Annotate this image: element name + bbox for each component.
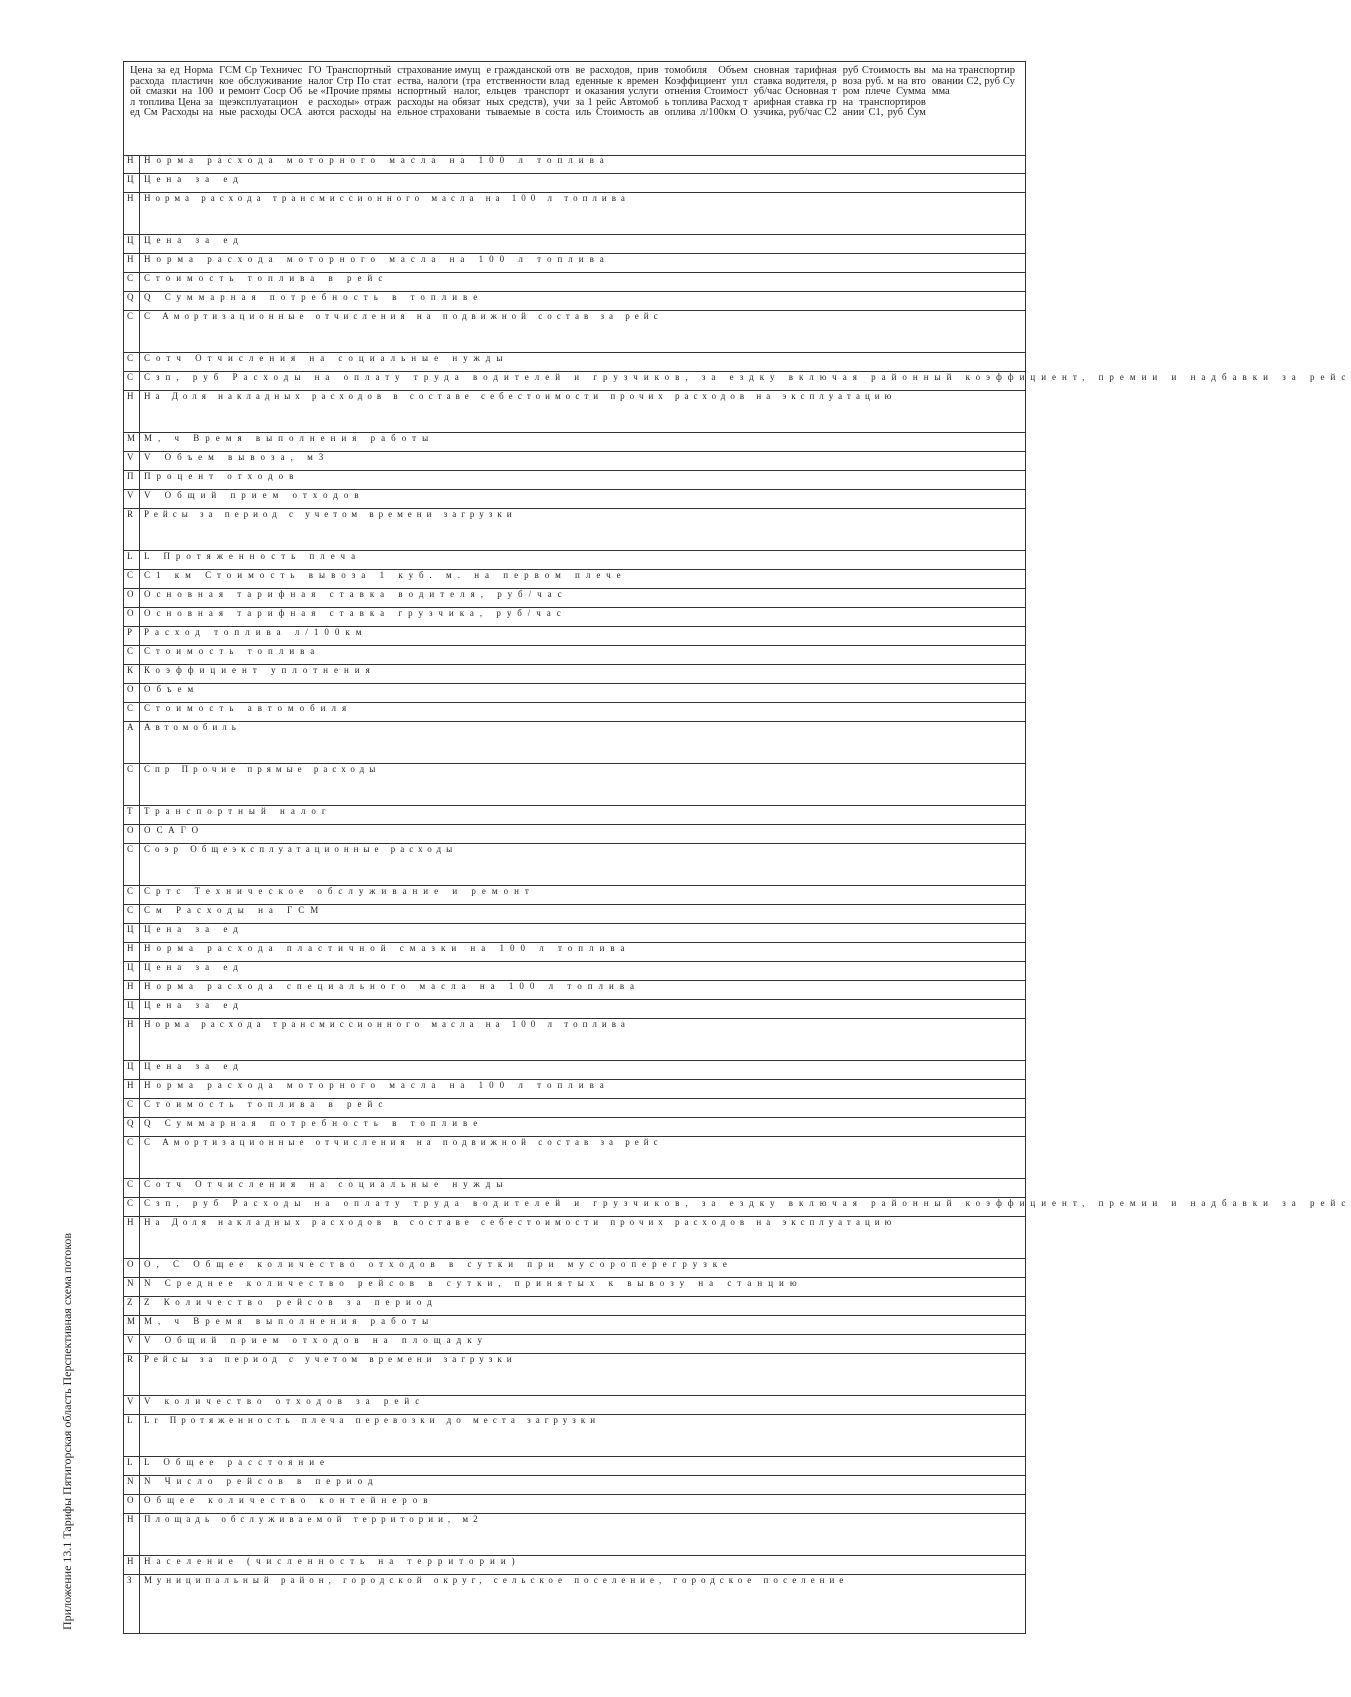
row-label: Цена за ед — [144, 174, 244, 184]
row-label: V Общий прием отходов на площадку — [144, 1335, 488, 1345]
table-row — [124, 943, 1025, 962]
row-code: М — [127, 433, 136, 443]
row-label: Процент отходов — [144, 471, 300, 481]
table-row — [124, 254, 1025, 273]
table-row — [124, 924, 1025, 943]
row-code: О — [127, 825, 134, 835]
table-row — [124, 1297, 1025, 1316]
row-code: С — [127, 905, 134, 915]
table-row — [124, 1019, 1025, 1061]
row-code: С — [127, 1198, 134, 1208]
table-row — [124, 627, 1025, 646]
row-label: Цена за ед — [144, 924, 244, 934]
table-row — [124, 684, 1025, 703]
table-body — [124, 155, 1351, 1633]
row-label: V Общий прием отходов — [144, 490, 365, 500]
row-code: Z — [127, 1297, 133, 1307]
row-label: Стоимость топлива в рейс — [144, 273, 389, 283]
table-row — [124, 764, 1025, 806]
row-label: Q Суммарная потребность в топливе — [144, 1118, 484, 1128]
row-code: R — [127, 509, 134, 519]
row-code: С — [127, 886, 134, 896]
table-row — [124, 1000, 1025, 1019]
row-label: V Объем вывоза, м3 — [144, 452, 330, 462]
table-row — [124, 844, 1025, 886]
table-row — [124, 905, 1025, 924]
table-row — [124, 372, 1351, 391]
row-code: Т — [127, 806, 133, 816]
row-code: О — [127, 608, 134, 618]
row-code: С — [127, 570, 134, 580]
table-row — [124, 1415, 1025, 1457]
row-label: Норма расхода трансмиссионного масла на 100 л топлива — [144, 1019, 630, 1029]
row-code: Н — [127, 943, 134, 953]
table-row — [124, 1217, 1025, 1259]
table-row — [124, 1080, 1025, 1099]
row-code: Н — [127, 1019, 134, 1029]
table-row — [124, 1335, 1025, 1354]
table-row — [124, 1259, 1025, 1278]
row-code: Н — [127, 254, 134, 264]
row-label: Муниципальный район, городской округ, сельское поселение, городское поселение — [144, 1575, 849, 1585]
row-label: Стоимость топлива — [144, 646, 321, 656]
row-code: V — [127, 452, 134, 462]
row-label: Цена за ед — [144, 1000, 244, 1010]
table-row — [124, 825, 1025, 844]
row-label: N Число рейсов в период — [144, 1476, 379, 1486]
row-code: N — [127, 1278, 134, 1288]
row-label: Норма расхода моторного масла на 100 л топлива — [144, 155, 610, 165]
row-code: Ц — [127, 1061, 134, 1071]
row-label: Сотч Отчисления на социальные нужды — [144, 353, 509, 363]
row-code: L — [127, 1457, 133, 1467]
row-label: С Амортизационные отчисления на подвижной состав за рейс — [144, 311, 663, 321]
row-code: С — [127, 764, 134, 774]
row-label: Основная тарифная ставка водителя, руб/час — [144, 589, 568, 599]
table-row — [124, 471, 1025, 490]
row-label: Цена за ед — [144, 962, 244, 972]
row-label: О, С Общее количество отходов в сутки при мусороперегрузке — [144, 1259, 733, 1269]
table-row — [124, 551, 1025, 570]
row-code: Н — [127, 1556, 134, 1566]
row-code: К — [127, 665, 134, 675]
row-label: Стоимость автомобиля — [144, 703, 353, 713]
row-code: Q — [127, 1118, 134, 1128]
row-code: L — [127, 1415, 133, 1425]
row-label: Рейсы за период с учетом времени загрузки — [144, 509, 517, 519]
table-row — [124, 646, 1025, 665]
table-row — [124, 1457, 1025, 1476]
row-code: С — [127, 1137, 134, 1147]
row-label: Норма расхода моторного масла на 100 л топлива — [144, 254, 610, 264]
row-code: Ц — [127, 962, 134, 972]
row-label: Спр Прочие прямые расходы — [144, 764, 381, 774]
row-code: V — [127, 490, 134, 500]
table-row — [124, 962, 1025, 981]
table-row — [124, 353, 1025, 372]
row-code: Q — [127, 292, 134, 302]
table-row — [124, 490, 1025, 509]
table-row — [124, 1575, 1025, 1633]
row-code: М — [127, 1316, 136, 1326]
tariff-table — [123, 61, 1351, 1634]
row-label: Сзп, руб Расходы на оплату труда водителей и грузчиков, за ездку включая районный коэффициент, премии и надбавки за рейс — [144, 1198, 1351, 1208]
row-label: Q Суммарная потребность в топливе — [144, 292, 484, 302]
row-code: С — [127, 703, 134, 713]
row-code: С — [127, 1099, 134, 1109]
row-code: V — [127, 1335, 134, 1345]
table-row — [124, 155, 1025, 174]
row-label: Расход топлива л/100км — [144, 627, 368, 637]
row-label: Рейсы за период с учетом времени загрузки — [144, 1354, 517, 1364]
row-code: Ц — [127, 174, 134, 184]
header-text: Цена за ед Норма расхода пластичной смазки на 100 л топлива Цена за ед См Расходы на ГСМ Ср Техническое обслуживание и ремонт Соср Общеэксплуатационные расходы ОСАГО Транспортный налог Стр По статье «Прочие прямые расходы» отражаются расходы на страхование имущества, налоги (транспортный налог, расходы на обязательное страхование гражданской ответственности владельцев транспортных средств), учитываемые в составе расходов, приведенные к времени оказания услуги за 1 рейс Автомобиль Стоимость автомобиля Объем Коэффициент уплотнения Стоимость топлива Расход топлива л/100км Основная тарифная ставка водителя, руб/час Основная тарифная ставка грузчика, руб/час С2руб Стоимость вывоза руб. м на втором плече Сумма на транспортировании С1, руб Сумма на транспортировании С2, руб Сумма — [130, 65, 1015, 118]
row-code: О — [127, 589, 134, 599]
table-row — [124, 1278, 1025, 1297]
page-caption: Приложение 13.1 Тарифы Пятигорская область Перспективная схема потоков — [60, 1232, 74, 1630]
table-row — [124, 273, 1025, 292]
row-label: Основная тарифная ставка грузчика, руб/час — [144, 608, 567, 618]
row-code: С — [127, 844, 134, 854]
table-row — [124, 509, 1025, 551]
row-label: Население (численность на территории) — [144, 1556, 521, 1566]
table-row — [124, 1396, 1025, 1415]
table-row — [124, 391, 1025, 433]
row-code: С — [127, 1179, 134, 1189]
row-code: Н — [127, 1514, 134, 1524]
row-code: О — [127, 684, 134, 694]
row-code: С — [127, 646, 134, 656]
row-label: Соэр Общеэксплуатационные расходы — [144, 844, 458, 854]
row-label: Норма расхода трансмиссионного масла на 100 л топлива — [144, 193, 630, 203]
row-code: С — [127, 273, 134, 283]
row-code: С — [127, 353, 134, 363]
table-row — [124, 665, 1025, 684]
row-label: Цена за ед — [144, 1061, 244, 1071]
table-row — [124, 722, 1025, 764]
row-label: М, ч Время выполнения работы — [144, 1316, 435, 1326]
row-code: V — [127, 1396, 134, 1406]
row-label: Сотч Отчисления на социальные нужды — [144, 1179, 509, 1189]
table-row — [124, 1137, 1025, 1179]
row-code: С — [127, 372, 134, 382]
table-row — [124, 1061, 1025, 1080]
table-row — [124, 1099, 1025, 1118]
row-label: См Расходы на ГСМ — [144, 905, 325, 915]
table-row — [124, 886, 1025, 905]
table-row — [124, 235, 1025, 254]
row-label: ОСАГО — [144, 825, 205, 835]
row-label: Норма расхода пластичной смазки на 100 л топлива — [144, 943, 631, 953]
row-label: На Доля накладных расходов в составе себестоимости прочих расходов на эксплуатацию — [144, 1217, 897, 1227]
table-row — [124, 1495, 1025, 1514]
row-label: L Протяженность плеча — [144, 551, 362, 561]
row-label: Коэффициент уплотнения — [144, 665, 376, 675]
row-code: Н — [127, 155, 134, 165]
row-label: N Среднее количество рейсов в сутки, принятых к вывозу на станцию — [144, 1278, 803, 1288]
row-label: Сзп, руб Расходы на оплату труда водителей и грузчиков, за ездку включая районный коэффициент, премии и надбавки за рейс — [144, 372, 1351, 382]
row-label: Площадь обслуживаемой территории, м2 — [144, 1514, 483, 1524]
row-code: Н — [127, 193, 134, 203]
row-code: Н — [127, 1217, 134, 1227]
table-row — [124, 608, 1025, 627]
table-row — [124, 1476, 1025, 1495]
row-label: Стоимость топлива в рейс — [144, 1099, 389, 1109]
table-row — [124, 292, 1025, 311]
row-code: З — [127, 1575, 132, 1585]
row-label: С1 км Стоимость вывоза 1 куб. м. на первом плече — [144, 570, 627, 580]
table-row — [124, 1556, 1025, 1575]
table-header — [124, 62, 1025, 156]
table-row — [124, 570, 1025, 589]
row-label: Транспортный налог — [144, 806, 332, 816]
table-row — [124, 1179, 1025, 1198]
row-code: R — [127, 1354, 134, 1364]
table-row — [124, 806, 1025, 825]
table-row — [124, 1514, 1025, 1556]
row-code: Ц — [127, 924, 134, 934]
table-row — [124, 433, 1025, 452]
row-label: М, ч Время выполнения работы — [144, 433, 435, 443]
row-code: О — [127, 1495, 134, 1505]
row-code: Ц — [127, 1000, 134, 1010]
table-row — [124, 174, 1025, 193]
row-label: Lr Протяженность плеча перевозки до места загрузки — [144, 1415, 601, 1425]
row-code: L — [127, 551, 133, 561]
row-label: Норма расхода моторного масла на 100 л топлива — [144, 1080, 610, 1090]
row-label: Сртс Техническое обслуживание и ремонт — [144, 886, 535, 896]
row-label: V количество отходов за рейс — [144, 1396, 426, 1406]
row-label: L Общее расстояние — [144, 1457, 331, 1467]
row-label: Z Количество рейсов за период — [144, 1297, 438, 1307]
row-code: Н — [127, 981, 134, 991]
row-code: А — [127, 722, 134, 732]
row-code: N — [127, 1476, 134, 1486]
table-row — [124, 1316, 1025, 1335]
table-row — [124, 311, 1025, 353]
row-label: Объем — [144, 684, 200, 694]
row-label: Общее количество контейнеров — [144, 1495, 434, 1505]
row-label: Норма расхода специального масла на 100 л топлива — [144, 981, 640, 991]
row-code: С — [127, 311, 134, 321]
table-row — [124, 1198, 1351, 1217]
row-code: Н — [127, 391, 134, 401]
row-label: Цена за ед — [144, 235, 244, 245]
row-code: Ц — [127, 235, 134, 245]
row-label: Автомобиль — [144, 722, 241, 732]
row-code: Н — [127, 1080, 134, 1090]
row-code: П — [127, 471, 134, 481]
row-label: С Амортизационные отчисления на подвижной состав за рейс — [144, 1137, 663, 1147]
table-row — [124, 1354, 1025, 1396]
table-row — [124, 1118, 1025, 1137]
table-row — [124, 703, 1025, 722]
row-code: Р — [127, 627, 133, 637]
row-code: О — [127, 1259, 134, 1269]
row-label: На Доля накладных расходов в составе себестоимости прочих расходов на эксплуатацию — [144, 391, 897, 401]
table-row — [124, 452, 1025, 471]
table-row — [124, 193, 1025, 235]
table-row — [124, 981, 1025, 1000]
table-row — [124, 589, 1025, 608]
